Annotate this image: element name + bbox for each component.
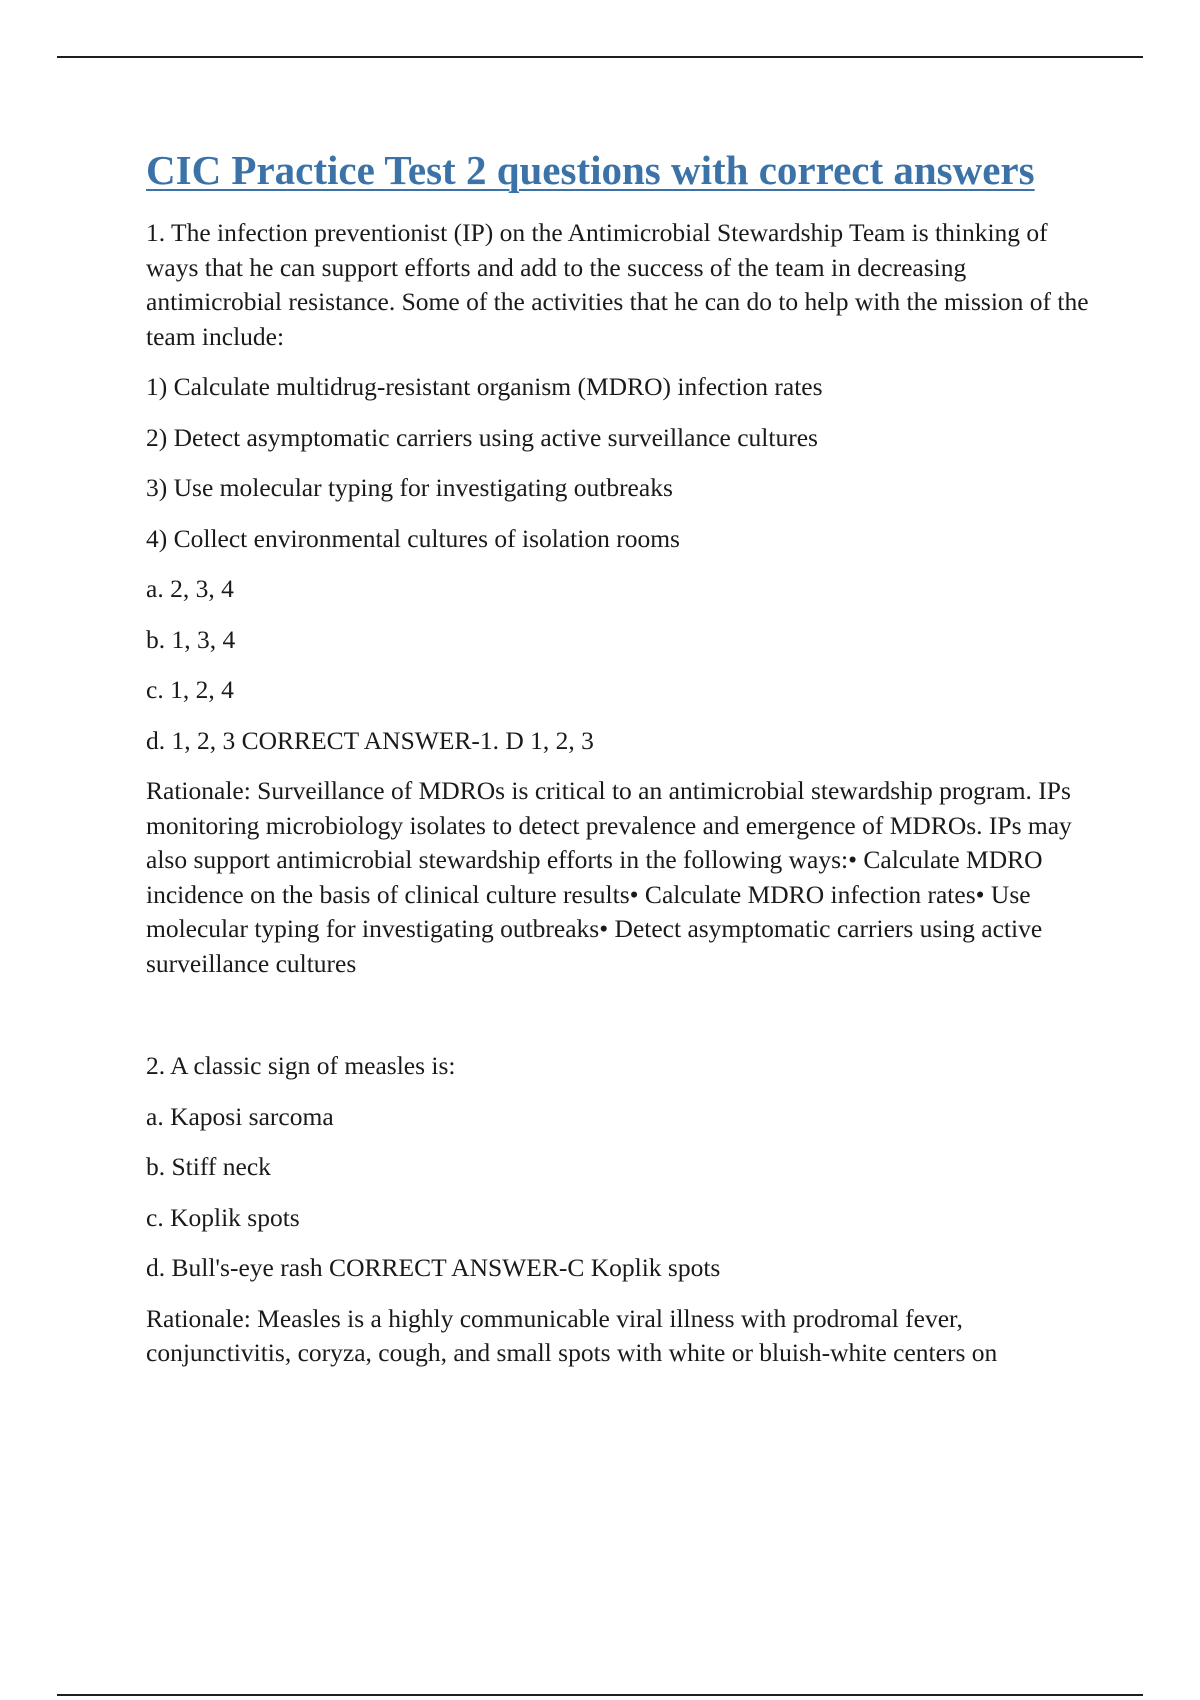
question-1-rationale: Rationale: Surveillance of MDROs is critical to an antimicrobial stewardship program. IPs monitoring microbiology isolates to detect prevalence and emergence of MDROs. IPs may also support antimicrobial stewardship efforts in the following ways:• Calculate MDRO incidence on the basis of clinical culture results• Calculate MDRO infection rates• Use molecular typing for investigating outbreaks• Detect asymptomatic carriers using active surveillance cultures bbox=[146, 776, 1072, 978]
question-1-item-2: 2) Detect asymptomatic carriers using active surveillance cultures bbox=[146, 422, 818, 452]
question-2-option-a: a. Kaposi sarcoma bbox=[146, 1101, 334, 1131]
document-title: CIC Practice Test 2 questions with correct answers bbox=[146, 147, 1035, 193]
header-rule bbox=[57, 56, 1143, 58]
question-2-text: 2. A classic sign of measles is: bbox=[146, 1051, 456, 1080]
question-1-text: 1. The infection preventionist (IP) on the Antimicrobial Stewardship Team is thinking of ways that he can support efforts and add to the success of the team in decreasing antimicrobial resistance. Some of the activities that he can do to help with the mission of the team include: bbox=[146, 218, 1089, 351]
question-2-option-d: d. Bull's-eye rash CORRECT ANSWER-C Koplik spots bbox=[146, 1253, 721, 1282]
question-1-option-a: a. 2, 3, 4 bbox=[146, 574, 234, 603]
footer-rule bbox=[57, 1694, 1143, 1696]
question-2-rationale: Rationale: Measles is a highly communicable viral illness with prodromal fever, conjunctivitis, coryza, cough, and small spots with white or bluish-white centers on bbox=[146, 1303, 998, 1367]
question-1-option-c: c. 1, 2, 4 bbox=[146, 675, 234, 704]
question-1-item-3: 3) Use molecular typing for investigating outbreaks bbox=[146, 473, 673, 502]
question-2-option-c: c. Koplik spots bbox=[146, 1202, 300, 1232]
question-1-option-d: d. 1, 2, 3 CORRECT ANSWER-1. D 1, 2, 3 bbox=[146, 725, 594, 755]
question-1-item-4: 4) Collect environmental cultures of isolation rooms bbox=[146, 523, 680, 553]
section-spacer bbox=[146, 997, 1096, 1049]
question-2-option-b: b. Stiff neck bbox=[146, 1152, 271, 1181]
question-1 bbox=[146, 216, 1096, 981]
question-1-option-b: b. 1, 3, 4 bbox=[146, 624, 236, 654]
document-body bbox=[146, 142, 1096, 1387]
question-1-item-1: 1) Calculate multidrug-resistant organism (MDRO) infection rates bbox=[146, 372, 823, 401]
question-2 bbox=[146, 1049, 1096, 1371]
